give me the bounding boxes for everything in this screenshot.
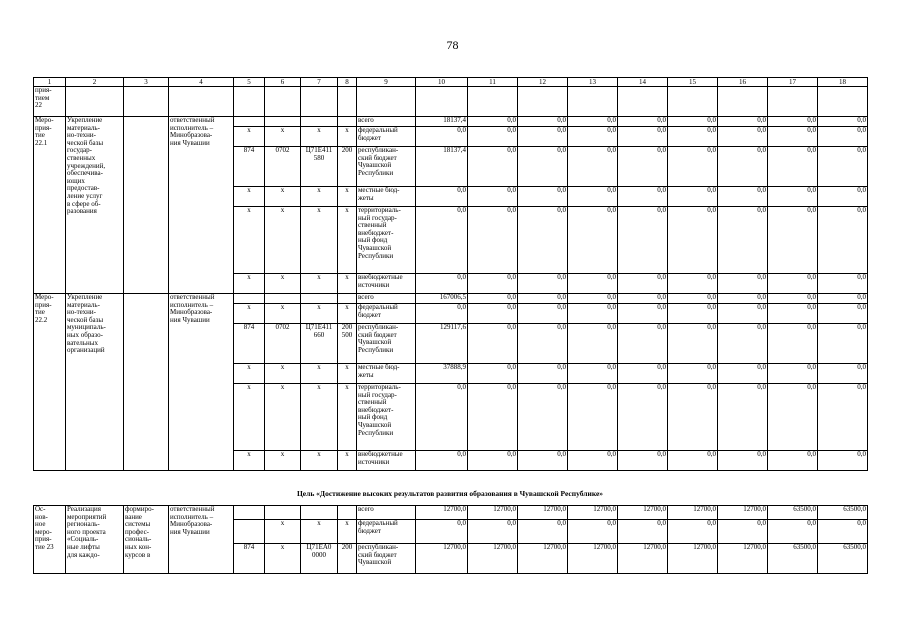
column-number: 7 <box>301 78 338 87</box>
amount-cell: 0,0 <box>668 324 718 364</box>
amount-cell: 0,0 <box>568 364 618 384</box>
amount-cell: 12700,0 <box>518 506 568 520</box>
amount-cell: 0,0 <box>518 324 568 364</box>
funding-row <box>34 117 868 127</box>
budget-code-c8: x <box>338 274 357 294</box>
amount-cell: 0,0 <box>518 364 568 384</box>
column-number: 15 <box>668 78 718 87</box>
column-number: 8 <box>338 78 357 87</box>
amount-cell: 0,0 <box>518 207 568 274</box>
column-number: 18 <box>818 78 868 87</box>
amount-cell: 12700,0 <box>618 544 668 574</box>
budget-code-c6: x <box>265 304 301 324</box>
amount-cell: 0,0 <box>618 364 668 384</box>
amount-cell: 0,0 <box>818 187 868 207</box>
amount-cell: 0,0 <box>718 384 768 451</box>
column-number: 10 <box>416 78 468 87</box>
amount-cell: 18137,4 <box>416 147 468 187</box>
amount-cell: 0,0 <box>416 384 468 451</box>
budget-code-c6: x <box>265 451 301 471</box>
amount-cell: 0,0 <box>668 207 718 274</box>
column-number: 5 <box>234 78 265 87</box>
amount-cell: 12700,0 <box>568 506 618 520</box>
empty-cell <box>618 87 668 117</box>
amount-cell: 0,0 <box>818 294 868 304</box>
budget-code-c5 <box>234 294 265 304</box>
budget-code-c6: x <box>265 384 301 451</box>
amount-cell: 12700,0 <box>668 544 718 574</box>
measure-executor: ответственный исполнитель – Минобразова- ния Чувашии <box>169 506 234 574</box>
amount-cell: 0,0 <box>718 520 768 544</box>
empty-cell <box>818 87 868 117</box>
column-number: 13 <box>568 78 618 87</box>
amount-cell: 12700,0 <box>718 506 768 520</box>
budget-code-c8 <box>338 506 357 520</box>
column-number: 17 <box>768 78 818 87</box>
budget-code-c5: x <box>234 127 265 147</box>
amount-cell: 0,0 <box>468 207 518 274</box>
amount-cell: 0,0 <box>668 187 718 207</box>
amount-cell: 0,0 <box>416 304 468 324</box>
empty-cell <box>169 87 234 117</box>
empty-cell <box>124 87 169 117</box>
budget-code-c7: x <box>301 187 338 207</box>
amount-cell: 0,0 <box>668 384 718 451</box>
amount-cell: 0,0 <box>818 117 868 127</box>
budget-code-c6: x <box>265 364 301 384</box>
amount-cell: 0,0 <box>618 147 668 187</box>
amount-cell: 0,0 <box>668 274 718 294</box>
measure-goal-cell <box>124 294 169 471</box>
amount-cell: 0,0 <box>518 147 568 187</box>
budget-code-c8: x <box>338 187 357 207</box>
amount-cell: 129117,6 <box>416 324 468 364</box>
budget-code-c7: x <box>301 207 338 274</box>
budget-code-c7: x <box>301 451 338 471</box>
amount-cell: 0,0 <box>718 274 768 294</box>
amount-cell: 0,0 <box>468 451 518 471</box>
amount-cell: 0,0 <box>468 147 518 187</box>
funding-row <box>34 506 868 520</box>
empty-cell <box>718 87 768 117</box>
amount-cell: 12700,0 <box>468 506 518 520</box>
measure-code: Меро- прия- тие 22.1 <box>34 117 66 294</box>
amount-cell: 0,0 <box>768 364 818 384</box>
column-number: 12 <box>518 78 568 87</box>
amount-cell: 12700,0 <box>416 506 468 520</box>
amount-cell: 0,0 <box>718 451 768 471</box>
budget-code-c6 <box>265 117 301 127</box>
amount-cell: 0,0 <box>468 187 518 207</box>
budget-code-c5 <box>234 117 265 127</box>
empty-cell <box>518 87 568 117</box>
amount-cell: 0,0 <box>718 207 768 274</box>
amount-cell: 0,0 <box>416 187 468 207</box>
amount-cell: 12700,0 <box>568 544 618 574</box>
column-number: 11 <box>468 78 518 87</box>
goal-heading: Цель «Достижение высоких результатов развития образования в Чувашской Республике» <box>296 489 604 498</box>
budget-code-c6: x <box>265 127 301 147</box>
budget-code-c6: 0702 <box>265 147 301 187</box>
budget-code-c8: x <box>338 451 357 471</box>
amount-cell: 0,0 <box>768 304 818 324</box>
amount-cell: 0,0 <box>718 294 768 304</box>
measure-executor: ответственный исполнитель – Минобразова- ния Чувашии <box>169 294 234 471</box>
funding-source: всего <box>357 506 416 520</box>
amount-cell: 0,0 <box>568 187 618 207</box>
empty-cell <box>234 87 265 117</box>
amount-cell: 0,0 <box>718 117 768 127</box>
amount-cell: 12700,0 <box>618 506 668 520</box>
measure-executor: ответственный исполнитель – Минобразова- ния Чувашии <box>169 117 234 294</box>
amount-cell: 0,0 <box>818 324 868 364</box>
amount-cell: 37888,9 <box>416 364 468 384</box>
amount-cell: 0,0 <box>568 324 618 364</box>
budget-code-c7: x <box>301 127 338 147</box>
amount-cell: 12700,0 <box>468 544 518 574</box>
amount-cell: 0,0 <box>468 274 518 294</box>
budget-code-c8: 200 500 <box>338 324 357 364</box>
amount-cell: 0,0 <box>668 294 718 304</box>
measure-goal-cell: формиро- вание системы профес- сиональ- ных кон- курсов в <box>124 506 169 574</box>
amount-cell: 0,0 <box>618 324 668 364</box>
amount-cell: 63500,0 <box>768 544 818 574</box>
column-number: 9 <box>357 78 416 87</box>
amount-cell: 0,0 <box>768 147 818 187</box>
amount-cell: 0,0 <box>718 187 768 207</box>
amount-cell: 0,0 <box>568 451 618 471</box>
amount-cell: 0,0 <box>818 147 868 187</box>
budget-table <box>33 77 868 471</box>
amount-cell: 0,0 <box>468 384 518 451</box>
budget-code-c8: 200 <box>338 147 357 187</box>
amount-cell: 12700,0 <box>416 544 468 574</box>
budget-code-c6: 0702 <box>265 324 301 364</box>
amount-cell: 0,0 <box>768 117 818 127</box>
budget-code-c6: x <box>265 544 301 574</box>
amount-cell: 0,0 <box>568 274 618 294</box>
funding-source: федеральный бюджет <box>357 304 416 324</box>
budget-code-c7: x <box>301 364 338 384</box>
column-number: 1 <box>34 78 66 87</box>
budget-code-c6: x <box>265 187 301 207</box>
budget-code-c7: x <box>301 274 338 294</box>
budget-code-c6 <box>265 294 301 304</box>
measure-goal-cell <box>124 117 169 294</box>
measure-code: Ос- нов- ное меро- прия- тие 23 <box>34 506 66 574</box>
column-number: 3 <box>124 78 169 87</box>
funding-source: республикан- ский бюджет Чувашской Республики <box>357 324 416 364</box>
amount-cell: 0,0 <box>518 384 568 451</box>
amount-cell: 0,0 <box>818 274 868 294</box>
funding-source: республикан- ский бюджет Чувашской Республики <box>357 147 416 187</box>
amount-cell: 0,0 <box>518 294 568 304</box>
empty-cell <box>301 87 338 117</box>
budget-code-c5: 874 <box>234 324 265 364</box>
amount-cell: 0,0 <box>416 274 468 294</box>
column-number: 16 <box>718 78 768 87</box>
amount-cell: 0,0 <box>668 520 718 544</box>
amount-cell: 0,0 <box>618 127 668 147</box>
funding-source: федеральный бюджет <box>357 520 416 544</box>
empty-cell <box>416 87 468 117</box>
funding-source: всего <box>357 294 416 304</box>
amount-cell: 0,0 <box>468 127 518 147</box>
funding-source: республикан- ский бюджет Чувашской <box>357 544 416 574</box>
amount-cell: 0,0 <box>768 127 818 147</box>
amount-cell: 0,0 <box>468 364 518 384</box>
empty-cell <box>468 87 518 117</box>
budget-code-c5: x <box>234 274 265 294</box>
amount-cell: 0,0 <box>818 304 868 324</box>
budget-code-c7: Ц71Е411 580 <box>301 147 338 187</box>
column-number: 2 <box>66 78 124 87</box>
funding-source: внебюджетные источники <box>357 274 416 294</box>
amount-cell: 0,0 <box>718 304 768 324</box>
continued-code-cell: прия- тием 22 <box>34 87 66 117</box>
budget-code-c5: x <box>234 384 265 451</box>
budget-code-c6: x <box>265 274 301 294</box>
amount-cell: 0,0 <box>718 324 768 364</box>
amount-cell: 0,0 <box>568 127 618 147</box>
amount-cell: 0,0 <box>818 451 868 471</box>
measure-name: Укрепление материаль- но-техни- ческой базы государ- ственных учреждений, обеспечива- ющих предостав- ление услуг в сфере об- разования <box>66 117 124 294</box>
column-number: 14 <box>618 78 668 87</box>
measure-name: Реализация мероприятий региональ- ного проекта «Социаль- ные лифты для каждо- <box>66 506 124 574</box>
funding-source: местные бюд- жеты <box>357 364 416 384</box>
budget-code-c8 <box>338 117 357 127</box>
budget-code-c5 <box>234 506 265 520</box>
budget-code-c5: x <box>234 207 265 274</box>
column-number: 4 <box>169 78 234 87</box>
funding-source: федеральный бюджет <box>357 127 416 147</box>
amount-cell: 0,0 <box>818 364 868 384</box>
budget-code-c7 <box>301 117 338 127</box>
measure-name: Укрепление материаль- но-техни- ческой базы муниципаль- ных образо- вательных организаций <box>66 294 124 471</box>
budget-code-c5: x <box>234 451 265 471</box>
amount-cell: 63500,0 <box>818 506 868 520</box>
amount-cell: 0,0 <box>668 304 718 324</box>
amount-cell: 0,0 <box>768 207 818 274</box>
amount-cell: 0,0 <box>668 117 718 127</box>
amount-cell: 0,0 <box>518 274 568 294</box>
amount-cell: 0,0 <box>618 207 668 274</box>
amount-cell: 12700,0 <box>668 506 718 520</box>
budget-code-c5: 874 <box>234 147 265 187</box>
budget-code-c5: x <box>234 304 265 324</box>
empty-cell <box>265 87 301 117</box>
amount-cell: 0,0 <box>718 127 768 147</box>
amount-cell: 0,0 <box>568 294 618 304</box>
amount-cell: 0,0 <box>468 294 518 304</box>
budget-code-c5 <box>234 520 265 544</box>
amount-cell: 0,0 <box>718 364 768 384</box>
amount-cell: 12700,0 <box>518 544 568 574</box>
funding-source: внебюджетные источники <box>357 451 416 471</box>
amount-cell: 0,0 <box>618 451 668 471</box>
amount-cell: 0,0 <box>768 294 818 304</box>
funding-source: местные бюд- жеты <box>357 187 416 207</box>
amount-cell: 0,0 <box>768 384 818 451</box>
empty-cell <box>768 87 818 117</box>
amount-cell: 0,0 <box>818 520 868 544</box>
amount-cell: 12700,0 <box>718 544 768 574</box>
amount-cell: 0,0 <box>668 364 718 384</box>
amount-cell: 0,0 <box>518 127 568 147</box>
amount-cell: 0,0 <box>518 520 568 544</box>
funding-row <box>34 294 868 304</box>
budget-code-c7: x <box>301 520 338 544</box>
empty-cell <box>338 87 357 117</box>
budget-code-c6 <box>265 506 301 520</box>
budget-code-c8: x <box>338 207 357 274</box>
budget-code-c8: x <box>338 364 357 384</box>
amount-cell: 0,0 <box>416 451 468 471</box>
budget-code-c8 <box>338 294 357 304</box>
amount-cell: 0,0 <box>568 147 618 187</box>
amount-cell: 0,0 <box>416 520 468 544</box>
budget-code-c8: x <box>338 127 357 147</box>
column-number: 6 <box>265 78 301 87</box>
amount-cell: 0,0 <box>618 187 668 207</box>
amount-cell: 0,0 <box>668 147 718 187</box>
budget-code-c7 <box>301 294 338 304</box>
budget-code-c7 <box>301 506 338 520</box>
amount-cell: 0,0 <box>518 117 568 127</box>
amount-cell: 0,0 <box>568 384 618 451</box>
budget-code-c7: x <box>301 384 338 451</box>
funding-source: территориаль- ный государ- ственный внебюджет- ный фонд Чувашской Республики <box>357 207 416 274</box>
budget-code-c5: x <box>234 364 265 384</box>
amount-cell: 0,0 <box>518 304 568 324</box>
continued-row <box>34 87 868 117</box>
amount-cell: 0,0 <box>618 274 668 294</box>
amount-cell: 0,0 <box>468 117 518 127</box>
amount-cell: 0,0 <box>618 304 668 324</box>
amount-cell: 0,0 <box>818 127 868 147</box>
budget-code-c8: 200 <box>338 544 357 574</box>
budget-code-c7: Ц71Е411 660 <box>301 324 338 364</box>
amount-cell: 167006,5 <box>416 294 468 304</box>
empty-cell <box>357 87 416 117</box>
budget-code-c8: x <box>338 304 357 324</box>
column-number-row <box>34 78 868 87</box>
amount-cell: 0,0 <box>768 274 818 294</box>
amount-cell: 0,0 <box>518 187 568 207</box>
page-number: 78 <box>446 38 459 52</box>
amount-cell: 63500,0 <box>818 544 868 574</box>
amount-cell: 0,0 <box>768 520 818 544</box>
amount-cell: 0,0 <box>416 207 468 274</box>
amount-cell: 0,0 <box>618 520 668 544</box>
amount-cell: 0,0 <box>568 207 618 274</box>
amount-cell: 18137,4 <box>416 117 468 127</box>
amount-cell: 0,0 <box>618 294 668 304</box>
amount-cell: 0,0 <box>568 117 618 127</box>
empty-cell <box>568 87 618 117</box>
amount-cell: 0,0 <box>768 187 818 207</box>
measure-code: Меро- прия- тие 22.2 <box>34 294 66 471</box>
amount-cell: 0,0 <box>468 304 518 324</box>
amount-cell: 0,0 <box>668 451 718 471</box>
empty-cell <box>668 87 718 117</box>
amount-cell: 0,0 <box>618 384 668 451</box>
amount-cell: 0,0 <box>768 451 818 471</box>
amount-cell: 0,0 <box>818 384 868 451</box>
amount-cell: 0,0 <box>818 207 868 274</box>
amount-cell: 0,0 <box>618 117 668 127</box>
empty-cell <box>66 87 124 117</box>
budget-code-c7: x <box>301 304 338 324</box>
amount-cell: 0,0 <box>416 127 468 147</box>
budget-code-c5: x <box>234 187 265 207</box>
amount-cell: 0,0 <box>468 324 518 364</box>
budget-code-c8: x <box>338 520 357 544</box>
funding-source: территориаль- ный государ- ственный внебюджет- ный фонд Чувашской Республики <box>357 384 416 451</box>
budget-code-c6: x <box>265 207 301 274</box>
amount-cell: 0,0 <box>568 304 618 324</box>
amount-cell: 0,0 <box>668 127 718 147</box>
amount-cell: 0,0 <box>518 451 568 471</box>
budget-table-continued <box>33 505 868 574</box>
funding-source: всего <box>357 117 416 127</box>
amount-cell: 63500,0 <box>768 506 818 520</box>
amount-cell: 0,0 <box>468 520 518 544</box>
budget-code-c8: x <box>338 384 357 451</box>
amount-cell: 0,0 <box>568 520 618 544</box>
budget-code-c7: Ц71ЕА0 0000 <box>301 544 338 574</box>
amount-cell: 0,0 <box>718 147 768 187</box>
budget-code-c6: x <box>265 520 301 544</box>
amount-cell: 0,0 <box>768 324 818 364</box>
budget-code-c5: 874 <box>234 544 265 574</box>
